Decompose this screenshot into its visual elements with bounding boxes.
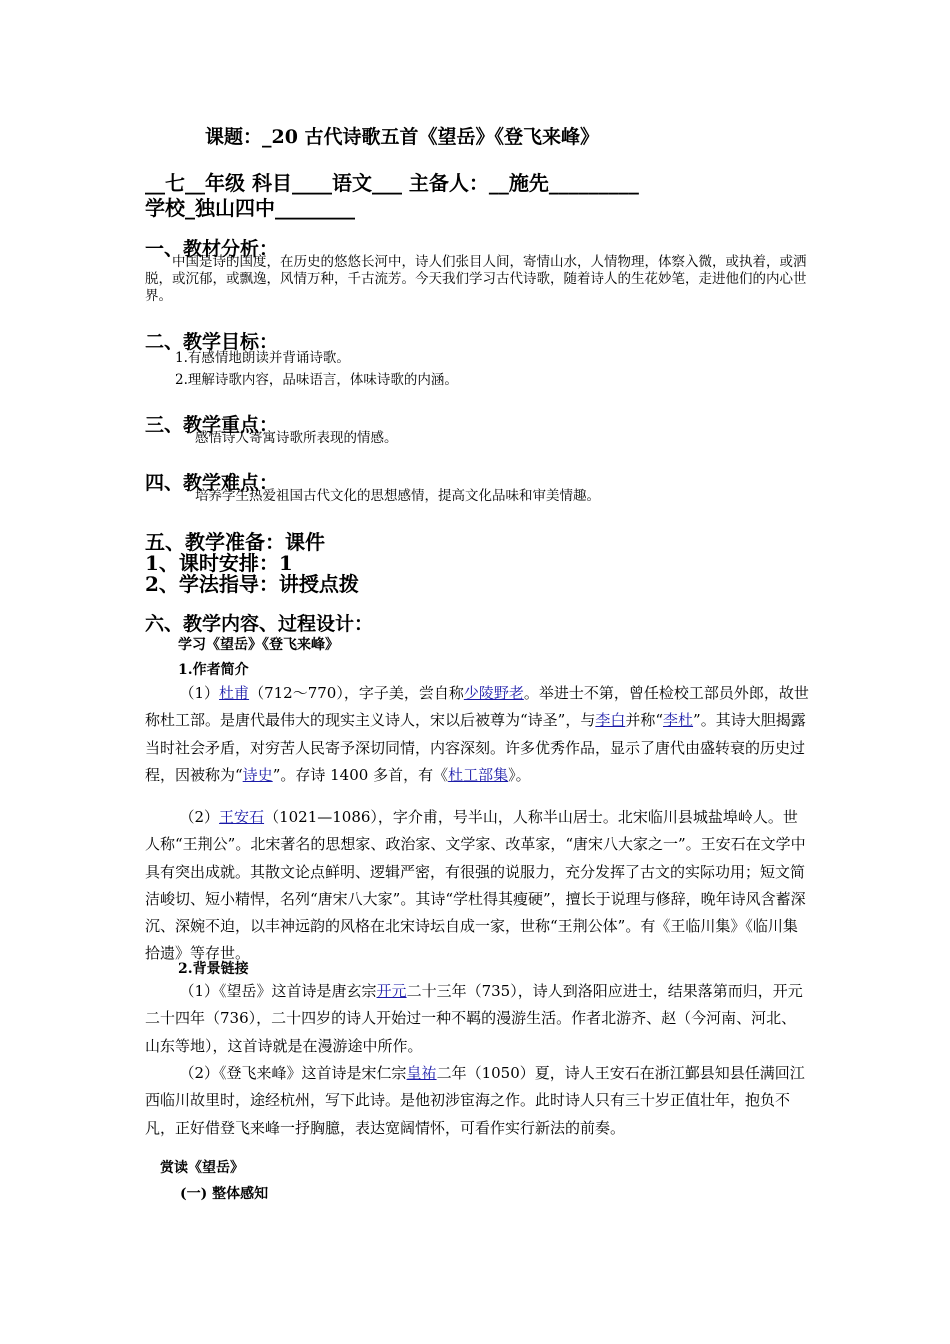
process-subtitle: 学习《望岳》《登飞来峰》 (178, 637, 339, 653)
section-heading-analysis: 一、教材分析： (145, 238, 279, 260)
appreciate-heading: 赏读《望岳》 (160, 1160, 244, 1176)
link-li-bai[interactable]: 李白 (595, 711, 626, 730)
wang-anshi-paragraph: （2）王安石（1021—1086），字介甫，号半山，人称半山居士。北宋临川县城盐埠岭人。世人称“王荆公”。北宋著名的思想家、政治家、文学家、改革家，“唐宋八大家之一”。王安石在文学中具有突出成就。其散文论点鲜明、逻辑严密，有很强的说服力，充分发挥了古文的实际功用；短文简洁峻切、短小精悍，名列“唐宋八大家”。其诗“学杜得其瘦硬”，擅长于说理与修辞，晚年诗风含蓄深沉、深婉不迫，以丰神远韵的风格在北宋诗坛自成一家，世称“王荆公体”。有《王临川集》《临川集拾遗》等存世。 (145, 808, 806, 963)
link-du-gongbu-ji[interactable]: 杜工部集 (448, 765, 509, 784)
link-du-fu[interactable]: 杜甫 (219, 684, 250, 702)
link-kaiyuan[interactable]: 开元 (376, 982, 407, 1000)
du-fu-paragraph: （1）杜甫（712～770），字子美，尝自称少陵野老。举进士不第，曾任检校工部员外郎，故世称杜工部。是唐代最伟大的现实主义诗人，宋以后被尊为“诗圣”，与李白并称“李杜”。其诗大胆揭露当时社会矛盾，对穷苦人民寄予深切同情，内容深刻。许多优秀作品，显示了唐代由盛转衰的历史过程，因被称为“诗史”。存诗 1400 多首，有《杜工部集》。 (145, 684, 809, 784)
goal-item-2: 2.理解诗歌内容，品味语言，体味诗歌的内涵。 (175, 372, 458, 388)
section-heading-process: 六、教学内容、过程设计： (145, 613, 374, 635)
background-paragraph-1: （1）《望岳》这首诗是唐玄宗开元二十三年（735），诗人到洛阳应进士，结果落第而归，开元二十四年（736），二十四岁的诗人开始过一种不羁的漫游生活。作者北游齐、赵（今河南、河北、山东等地），这首诗就是在漫游途中所作。 (145, 982, 803, 1055)
school-line: 学校_独山四中________ (145, 196, 355, 220)
author-intro-heading: 1.作者简介 (178, 662, 249, 678)
background-paragraph-2: （2）《登飞来峰》这首诗是宋仁宗皇祐二年（1050）夏，诗人王安石在浙江鄞县知县任满回江西临川故里时，途经杭州，写下此诗。是他初涉宦海之作。此时诗人只有三十岁正值壮年，抱负不凡，正好借登飞来峰一抒胸臆，表达宽阔情怀，可看作实行新法的前奏。 (145, 1064, 805, 1137)
link-li-du[interactable]: 李杜 (663, 711, 694, 730)
difficulties-text: 培养学生热爱祖国古代文化的思想感情，提高文化品味和审美情趣。 (195, 488, 600, 504)
key-points-text: 感悟诗人寄寓诗歌所表现的情感。 (195, 430, 398, 446)
section-heading-preparation: 五、教学准备：课件 (145, 530, 325, 554)
section-heading-difficulties: 四、教学难点： (145, 472, 279, 494)
background-heading: 2.背景链接 (178, 961, 249, 977)
section-heading-key-points: 三、教学重点： (145, 414, 279, 436)
method-guidance-line: 2、学法指导：讲授点拨 (145, 572, 359, 596)
overall-perception-heading: (一) 整体感知 (180, 1186, 269, 1202)
goal-item-1: 1.有感情地朗读并背诵诗歌。 (175, 350, 350, 366)
link-huangyou[interactable]: 皇祐 (406, 1064, 437, 1082)
link-shaoling-yelao[interactable]: 少陵野老 (463, 684, 524, 702)
section-heading-goals: 二、教学目标： (145, 331, 279, 353)
link-shi-shi[interactable]: 诗史 (242, 765, 273, 784)
link-wang-anshi[interactable]: 王安石 (219, 808, 265, 826)
lesson-title: 课题：_20 古代诗歌五首《望岳》《登飞来峰》 (205, 126, 600, 148)
grade-subject-line: __七__年级 科目____语文___ 主备人：__施先_________ (145, 171, 639, 195)
class-hours-line: 1、课时安排：1 (145, 551, 293, 575)
analysis-text: 中国是诗的国度，在历史的悠悠长河中，诗人们张目人间，寄情山水，人情物理，体察入微，或执着，或洒脱，或沉郁，或飘逸，风情万种，千古流芳。今天我们学习古代诗歌，随着诗人的生花妙笔，走进他们的内心世界。 (145, 254, 807, 304)
